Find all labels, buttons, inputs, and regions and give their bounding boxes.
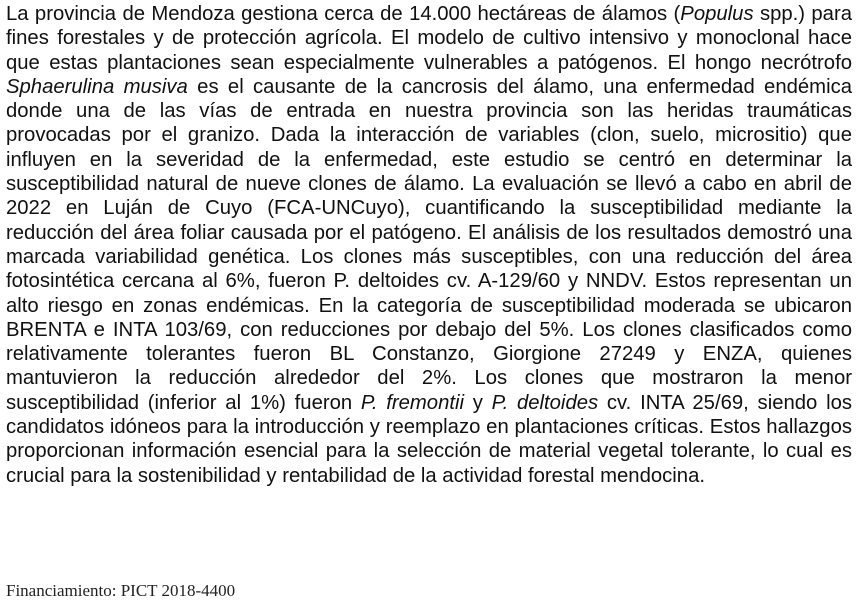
abstract-paragraph [6, 2, 852, 488]
abstract-text-2: spp.) para fines forestales y de protección agrícola. El modelo de cultivo intensivo y monoclonal hace que estas plantaciones sean especialmente vulnerables a patógenos. El hongo necrótrofo [6, 3, 852, 74]
abstract-text-4: y [464, 391, 492, 414]
abstract-text-5: cv. INTA 25/69, siendo los candidatos idóneos para la introducción y reemplazo en plantaciones críticas. Estos hallazgos proporcionan información esencial para la selección de material vegetal tolerante, lo cual es crucial para la sostenibilidad y rentabilidad de la actividad forestal mendocina. [6, 391, 852, 487]
funding-note: Financiamiento: PICT 2018-4400 [6, 581, 236, 600]
genus-populus: Populus [680, 3, 754, 25]
species-p-fremontii: P. fremontii [360, 391, 464, 414]
species-p-deltoides: P. deltoides [491, 391, 599, 414]
abstract-text-3: es el causante de la cancrosis del álamo, una enfermedad endémica donde una de las vías de entrada en nuestra provincia son las heridas traumáticas provocadas por el granizo. Dada la interacción de variables (clon, suelo, micrositio) que influyen en la severidad de la enfermedad, este estudio se centró en determinar la susceptibilidad natural de nueve clones de álamo. La evaluación se llevó a cabo en abril de 2022 en Luján de Cuyo (FCA-UNCuyo), cuantificando la susceptibilidad mediante la reducción del área foliar causada por el patógeno. El análisis de los resultados demostró una marcada variabilidad genética. Los clones más susceptibles, con una reducción del área fotosintética cercana al 6%, fueron P. deltoides cv. A-129/60 y NNDV. Estos representan un alto riesgo en zonas endémicas. En la categoría de susceptibilidad moderada se ubicaron BRENTA e INTA 103/69, con reducciones por debajo del 5%. Los clones clasificados como relativamente tolerantes fueron BL Constanzo, Giorgione 27249 y ENZA, quienes mantuvieron la reducción alrededor del 2%. Los clones que mostraron la menor susceptibilidad (inferior al 1%) fueron [6, 75, 852, 414]
abstract-text-1: La provincia de Mendoza gestiona cerca de 14.000 hectáreas de álamos ( [6, 3, 681, 25]
species-sphaerulina-musiva: Sphaerulina musiva [6, 75, 188, 98]
